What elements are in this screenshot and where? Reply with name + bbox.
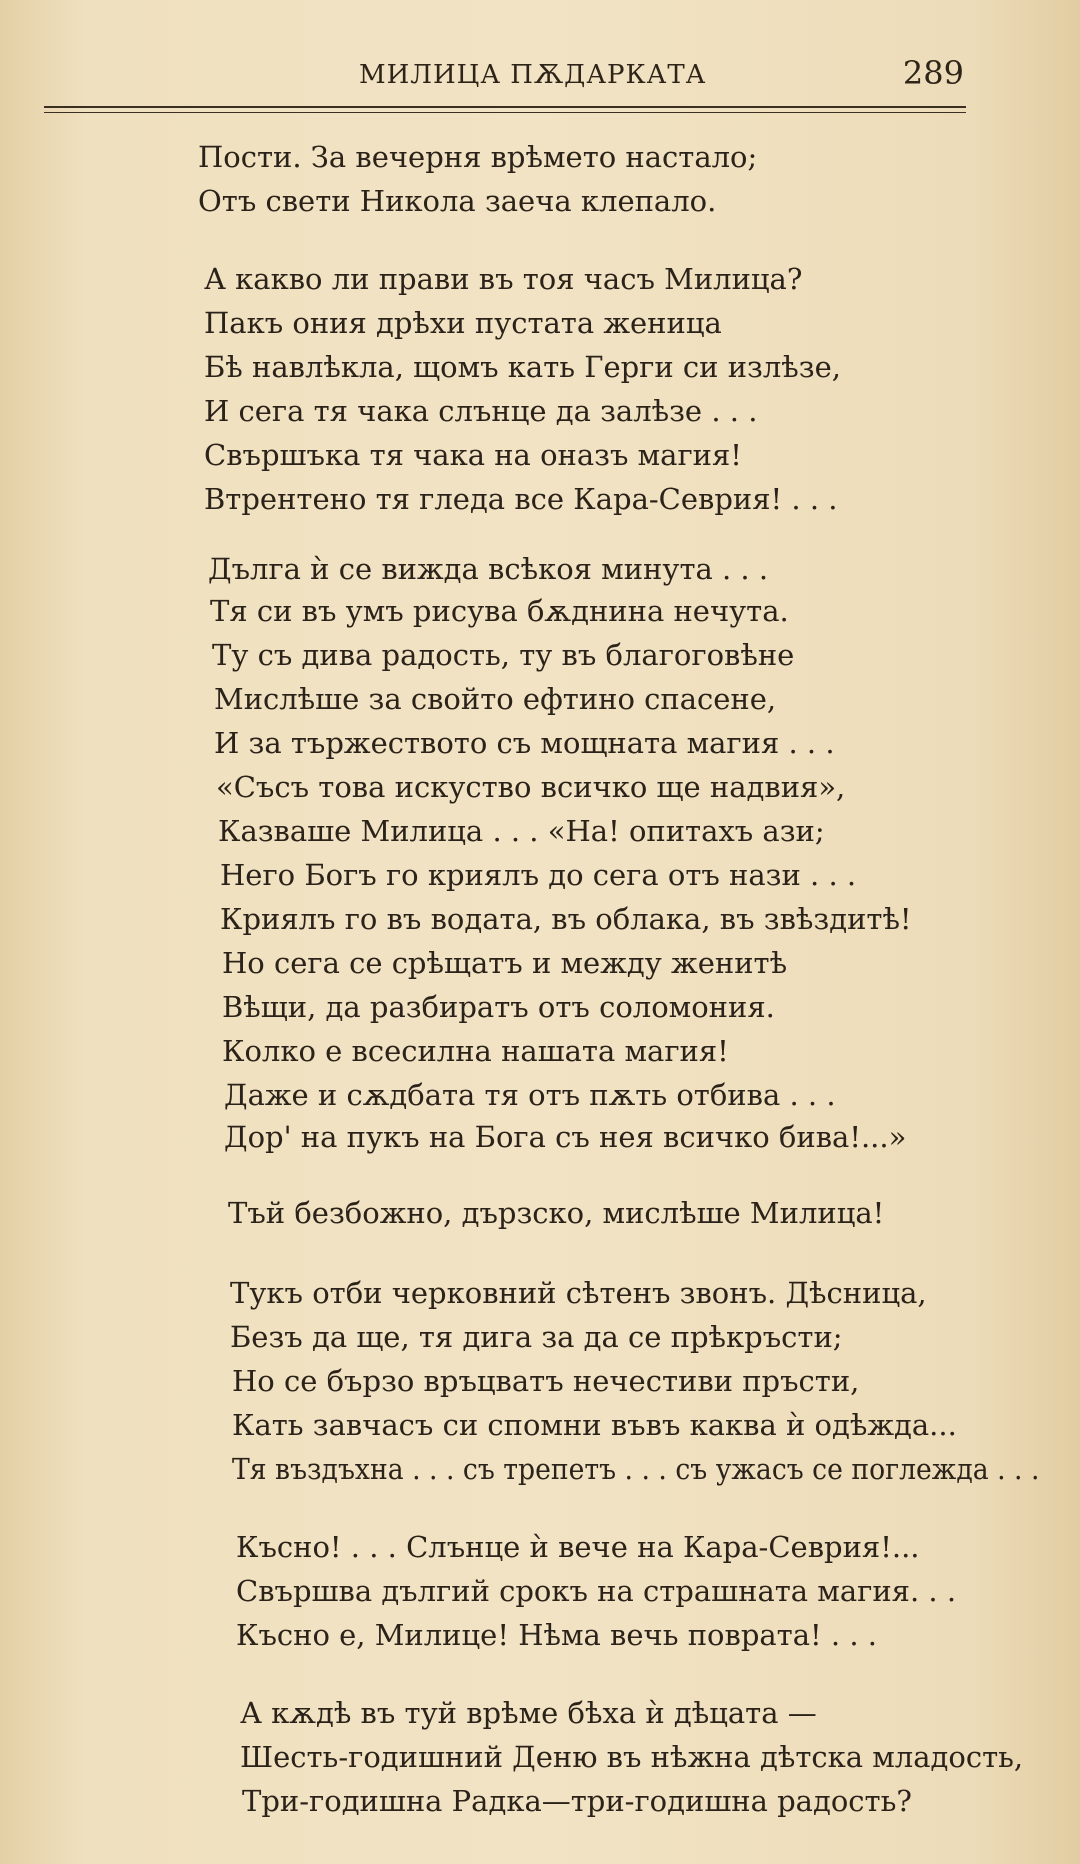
verse-line: Тя си въ умъ рисува бѫднина нечута. <box>210 594 789 628</box>
verse-line: Тукъ отби черковний сѣтенъ звонъ. Дѣсница, <box>230 1276 927 1310</box>
verse-line: Пакъ ония дрѣхи пустата женица <box>204 306 722 340</box>
verse-line: Безъ да ще, тя дига за да се прѣкръсти; <box>230 1320 843 1354</box>
verse-line: Ту съ дива радость, ту въ благоговѣне <box>212 638 795 672</box>
verse-line: Даже и сѫдбата тя отъ пѫть отбива . . . <box>224 1078 836 1112</box>
verse-line: Отъ свети Никола заеча клепало. <box>198 184 717 218</box>
page-number: 289 <box>902 54 964 92</box>
verse-line: Но сега се срѣщатъ и между женитѣ <box>222 946 788 980</box>
verse-line: Него Богъ го криялъ до сега отъ нази . . . <box>220 858 857 892</box>
verse-line: А какво ли прави въ тоя часъ Милица? <box>204 262 803 296</box>
verse-line: Дълга ѝ се вижда всѣкоя минута . . . <box>208 552 769 586</box>
running-title: МИЛИЦА ПѪДАРКАТА <box>359 60 707 90</box>
verse-line: «Съсъ това искуство всичко ще надвия», <box>216 770 846 804</box>
verse-line: Кать завчасъ си спомни въвъ каква ѝ одѣжда... <box>232 1408 957 1442</box>
verse-line: Мислѣше за свойто ефтино спасене, <box>214 682 777 716</box>
verse-line: Шесть-годишний Деню въ нѣжна дѣтска младость, <box>240 1740 1024 1774</box>
verse-line: Пости. За вечерня врѣмето настало; <box>198 140 758 174</box>
verse-line: Бѣ навлѣкла, щомъ кать Герги си излѣзе, <box>204 350 841 384</box>
verse-line: Три-годишна Радка—три-годишна радость? <box>242 1784 912 1818</box>
verse-line: Казваше Милица . . . «На! опитахъ ази; <box>218 814 825 848</box>
verse-line: Свършва дългий срокъ на страшната магия. . . <box>236 1574 957 1608</box>
verse-line: Втрентено тя гледа все Кара-Севрия! . . . <box>204 482 838 516</box>
verse-line: Свършъка тя чака на оназъ магия! <box>204 438 742 472</box>
verse-line: Тъй безбожно, дързско, мислѣше Милица! <box>228 1196 885 1230</box>
verse-line: И за тържеството съ мощната магия . . . <box>214 726 835 760</box>
verse-line: Късно е, Милице! Нѣма вечь поврата! . . . <box>236 1618 877 1652</box>
verse-line: Късно! . . . Слънце ѝ вече на Кара-Севрия!... <box>236 1530 920 1564</box>
verse-line: Дор' на пукъ на Бога съ нея всичко бива!...» <box>224 1120 907 1154</box>
verse-line: Тя въздъхна . . . съ трепетъ . . . съ ужасъ се поглежда . . . <box>232 1452 1040 1486</box>
verse-line: Но се бързо връцватъ нечестиви пръсти, <box>232 1364 860 1398</box>
verse-line: Вѣщи, да разбиратъ отъ соломония. <box>222 990 775 1024</box>
verse-line: И сега тя чака слънце да залѣзе . . . <box>204 394 758 428</box>
verse-line: Криялъ го въ водата, въ облака, въ звѣздитѣ! <box>220 902 912 936</box>
verse-line: Колко е всесилна нашата магия! <box>222 1034 729 1068</box>
verse-line: А кѫдѣ въ туй врѣме бѣха ѝ дѣцата — <box>240 1696 817 1730</box>
